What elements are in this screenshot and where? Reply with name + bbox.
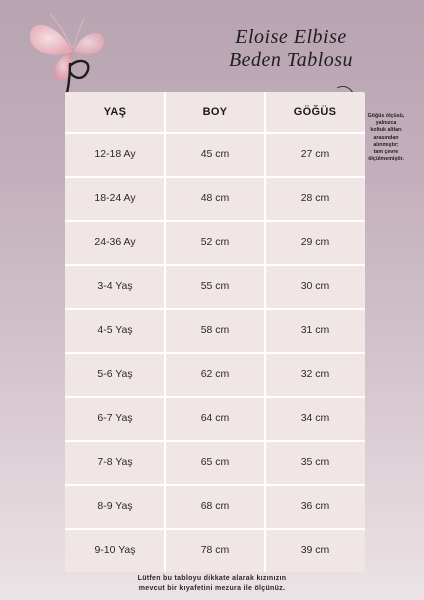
cell-chest: 32 cm bbox=[300, 368, 330, 380]
cell-height: 55 cm bbox=[200, 280, 230, 292]
cell-age: 4-5 Yaş bbox=[97, 324, 133, 336]
cell-age: 24-36 Ay bbox=[94, 236, 136, 248]
table-row bbox=[65, 352, 365, 394]
cell-chest: 28 cm bbox=[300, 192, 330, 204]
table-row bbox=[65, 528, 365, 570]
table-row bbox=[65, 132, 365, 174]
table-row bbox=[65, 440, 365, 482]
cell-chest: 39 cm bbox=[300, 544, 330, 556]
note-line: yalnızca bbox=[375, 120, 397, 127]
table-row bbox=[65, 308, 365, 350]
cell-age: 7-8 Yaş bbox=[97, 456, 133, 468]
note-line: alınmıştır; bbox=[373, 141, 399, 148]
cell-age: 12-18 Ay bbox=[94, 148, 136, 160]
table-header bbox=[65, 92, 365, 132]
cell-chest: 35 cm bbox=[300, 456, 330, 468]
table-row bbox=[65, 264, 365, 306]
cell-age: 9-10 Yaş bbox=[94, 544, 136, 556]
cell-chest: 30 cm bbox=[300, 280, 330, 292]
table-row bbox=[65, 396, 365, 438]
table-row bbox=[65, 220, 365, 262]
cell-height: 52 cm bbox=[200, 236, 230, 248]
note-line: tam çevre bbox=[373, 149, 399, 156]
table-row bbox=[65, 176, 365, 218]
cell-height: 78 cm bbox=[200, 544, 230, 556]
footer-line-1: Lütfen bu tabloyu dikkate alarak kızınızın bbox=[137, 575, 287, 582]
footer-line-2: mevcut bir kıyafetini mezura ile ölçünüz. bbox=[138, 585, 286, 592]
cell-age: 8-9 Yaş bbox=[97, 500, 133, 512]
cell-chest: 29 cm bbox=[300, 236, 330, 248]
cell-age: 5-6 Yaş bbox=[97, 368, 133, 380]
note-line: arasından bbox=[373, 134, 399, 141]
cell-height: 68 cm bbox=[200, 500, 230, 512]
cell-height: 58 cm bbox=[200, 324, 230, 336]
note-line: Göğüs ölçüsü, bbox=[367, 113, 405, 119]
cell-height: 62 cm bbox=[200, 368, 230, 380]
header-age: YAŞ bbox=[103, 106, 127, 118]
header-chest: GÖĞÜS bbox=[293, 106, 337, 118]
cell-age: 18-24 Ay bbox=[94, 192, 136, 204]
cell-chest: 34 cm bbox=[300, 412, 330, 424]
cell-chest: 31 cm bbox=[300, 324, 330, 336]
title-line-2: Beden Tablosu bbox=[228, 49, 354, 71]
note-line: koltuk altları bbox=[370, 127, 402, 134]
cell-age: 3-4 Yaş bbox=[97, 280, 133, 292]
cell-age: 6-7 Yaş bbox=[97, 412, 133, 424]
cell-height: 65 cm bbox=[200, 456, 230, 468]
title-line-1: Eloise Elbise bbox=[235, 26, 347, 48]
size-table bbox=[65, 92, 365, 572]
cell-height: 48 cm bbox=[200, 192, 230, 204]
cell-chest: 36 cm bbox=[300, 500, 330, 512]
footer-instructions bbox=[60, 574, 364, 594]
butterfly-p-logo bbox=[20, 10, 130, 100]
cell-chest: 27 cm bbox=[300, 148, 330, 160]
header-height: BOY bbox=[202, 106, 228, 118]
page-title bbox=[196, 26, 386, 72]
cell-height: 64 cm bbox=[200, 412, 230, 424]
cell-height: 45 cm bbox=[200, 148, 230, 160]
table-row bbox=[65, 484, 365, 526]
note-line: ölçülmemiştir. bbox=[368, 156, 404, 163]
